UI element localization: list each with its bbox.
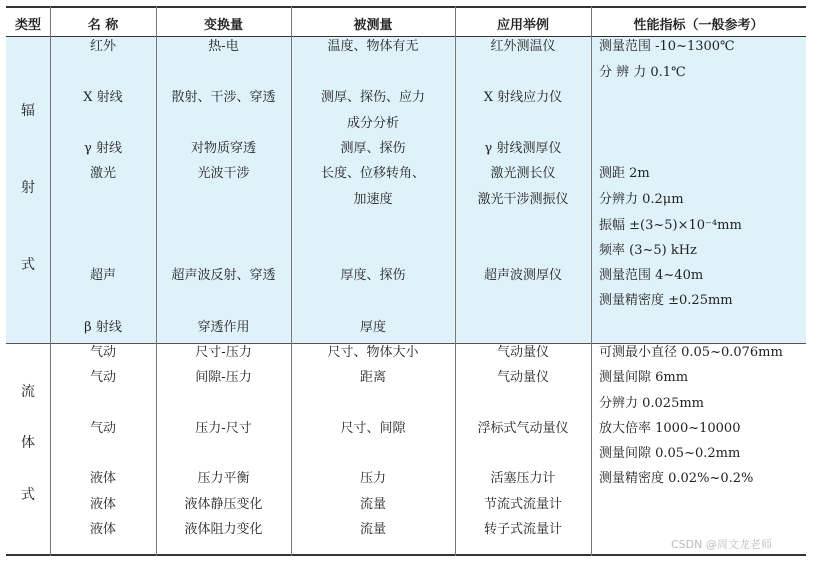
type-char: 式 xyxy=(21,257,35,273)
table-cell-example: 节流式流量计 xyxy=(483,497,562,512)
table-cell-perf: 可测最小直径 0.05~0.076mm xyxy=(599,345,783,360)
table-cell-name: 气动 xyxy=(89,370,116,385)
table-cell-name: 液体 xyxy=(89,497,116,512)
table-cell-measured: 厚度、探伤 xyxy=(340,268,406,283)
table-cell-measured: 加速度 xyxy=(353,192,393,207)
table-cell-transform: 热-电 xyxy=(208,39,239,54)
table-cell-perf: 频率 (3~5) kHz xyxy=(599,243,697,258)
table-cell-measured: 长度、位移转角、 xyxy=(320,166,425,181)
table-header xyxy=(6,6,806,37)
table-cell-measured: 流量 xyxy=(359,497,386,512)
type-char: 体 xyxy=(21,435,35,451)
header-type: 类型 xyxy=(14,18,41,33)
table-cell-transform: 间隙-压力 xyxy=(195,370,252,385)
table-cell-perf: 测量范围 4~40m xyxy=(599,268,704,283)
table-cell-example: γ 射线测厚仪 xyxy=(484,141,562,156)
table-cell-measured: 压力 xyxy=(359,471,386,486)
table-cell-measured: 温度、物体有无 xyxy=(327,39,419,54)
table-cell-measured: 尺寸、间隙 xyxy=(340,421,406,436)
header-example: 应用举例 xyxy=(496,18,549,33)
table-cell-perf: 放大倍率 1000~10000 xyxy=(599,421,741,436)
table-cell-transform: 压力-尺寸 xyxy=(195,421,252,436)
table-cell-perf: 测量精密度 0.02%~0.2% xyxy=(599,471,754,486)
table-cell-example: 激光测长仪 xyxy=(490,166,556,181)
header-transform: 变换量 xyxy=(203,18,243,33)
table-cell-name: 气动 xyxy=(89,421,116,436)
header-measured: 被测量 xyxy=(353,18,393,33)
table-cell-measured: 距离 xyxy=(359,370,386,385)
table-cell-perf: 测距 2m xyxy=(599,166,650,181)
table-cell-perf: 分辨力 0.025mm xyxy=(599,396,705,411)
table-cell-perf: 振幅 ±(3~5)×10⁻⁴mm xyxy=(599,218,742,233)
table-cell-example: X 射线应力仪 xyxy=(483,90,563,105)
table-cell-transform: 液体阻力变化 xyxy=(184,522,263,537)
table-cell-perf: 测量精密度 ±0.25mm xyxy=(599,293,733,308)
table-cell-perf: 分 辨 力 0.1℃ xyxy=(599,65,686,80)
type-char: 射 xyxy=(21,180,35,196)
header-performance: 性能指标（一般参考） xyxy=(633,18,764,33)
table-cell-name: β 射线 xyxy=(84,320,122,335)
table-cell-transform: 尺寸-压力 xyxy=(195,345,252,360)
table-cell-example: 红外测温仪 xyxy=(490,39,556,54)
table-cell-transform: 穿透作用 xyxy=(197,320,250,335)
header-name: 名 称 xyxy=(87,18,119,33)
table-cell-name: 激光 xyxy=(89,166,116,181)
table-cell-measured: 尺寸、物体大小 xyxy=(327,345,419,360)
table-cell-measured: 流量 xyxy=(359,522,386,537)
table-cell-name: 气动 xyxy=(89,345,116,360)
table-cell-perf: 测量间隙 6mm xyxy=(599,370,689,385)
table-cell-name: γ 射线 xyxy=(84,141,122,156)
table-cell-example: 气动量仪 xyxy=(496,370,549,385)
table-cell-measured: 测厚、探伤 xyxy=(340,141,406,156)
table-cell-example: 超声波测厚仪 xyxy=(483,268,562,283)
table-cell-transform: 超声波反射、穿透 xyxy=(171,268,276,283)
type-char: 辐 xyxy=(21,103,35,119)
column-divider xyxy=(591,6,592,556)
type-char: 式 xyxy=(21,487,35,503)
table-cell-measured: 测厚、探伤、应力 xyxy=(320,90,425,105)
table-cell-name: 红外 xyxy=(89,39,116,54)
watermark: CSDN @周文龙老师 xyxy=(671,538,772,551)
table-cell-measured: 成分分析 xyxy=(346,116,399,131)
table-cell-name: 液体 xyxy=(89,522,116,537)
table-cell-example: 激光干涉测振仪 xyxy=(477,192,569,207)
table-cell-transform: 光波干涉 xyxy=(197,166,250,181)
table-cell-name: X 射线 xyxy=(83,90,123,105)
table-cell-name: 超声 xyxy=(89,268,116,283)
table-cell-perf: 测量范围 -10~1300℃ xyxy=(599,39,735,54)
table-cell-example: 浮标式气动量仪 xyxy=(477,421,569,436)
table-cell-measured: 厚度 xyxy=(359,320,386,335)
table-cell-name: 液体 xyxy=(89,471,116,486)
table-cell-perf: 测量间隙 0.05~0.2mm xyxy=(599,446,741,461)
table-cell-perf: 分辨力 0.2μm xyxy=(599,192,684,207)
table-cell-transform: 对物质穿透 xyxy=(190,141,256,156)
table-cell-example: 转子式流量计 xyxy=(483,522,562,537)
table-cell-transform: 压力平衡 xyxy=(197,471,250,486)
table-cell-example: 气动量仪 xyxy=(496,345,549,360)
type-char: 流 xyxy=(21,384,35,400)
table-cell-transform: 散射、干涉、穿透 xyxy=(171,90,276,105)
table-cell-transform: 液体静压变化 xyxy=(184,497,263,512)
table-cell-example: 活塞压力计 xyxy=(490,471,556,486)
